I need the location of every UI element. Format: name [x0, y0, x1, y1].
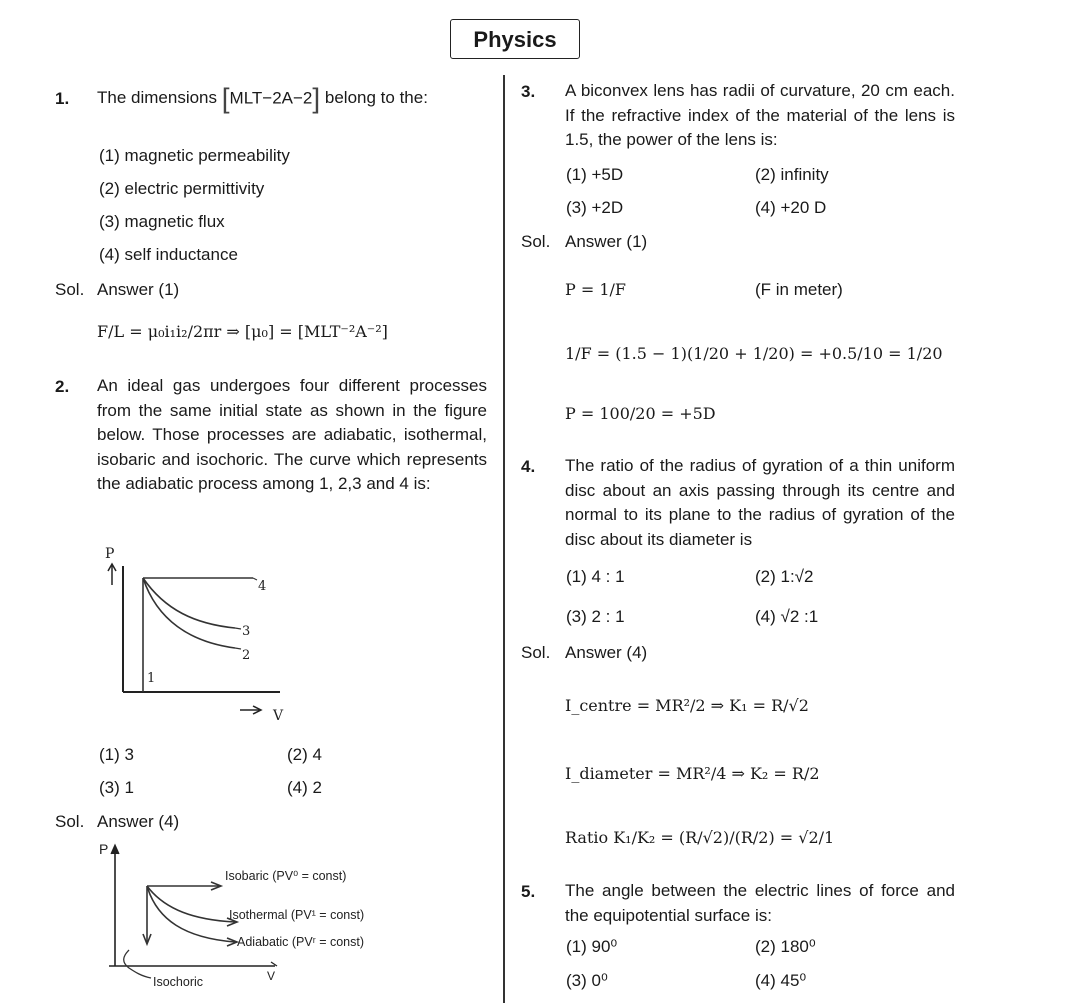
q2-sol-label: Sol.	[55, 812, 85, 831]
q1-option-2: (2) electric permittivity	[99, 179, 265, 198]
q2-fig-label-1: 1	[147, 671, 156, 686]
q5-option-3: (3) 0⁰	[566, 971, 608, 990]
q3-number: 3.	[521, 82, 536, 101]
q4-option-2: (2) 1:√2	[755, 567, 814, 586]
q4-option-1: (1) 4 : 1	[566, 567, 625, 586]
q2-fig-x-axis: V	[273, 708, 284, 724]
q4-option-3: (3) 2 : 1	[566, 607, 625, 626]
q1-option-3: (3) magnetic flux	[99, 212, 225, 231]
q2-option-1: (1) 3	[99, 745, 134, 764]
column-divider	[503, 75, 505, 1003]
q2-number: 2.	[55, 377, 70, 396]
q2-text: An ideal gas undergoes four different processes from the same initial state as shown in the figure below. Those processes are adiabatic, isothermal, isobaric and isochoric. The curve which represents the adiabatic process among 1, 2,3 and 4 is:	[97, 376, 487, 493]
q2-fig-label-3: 3	[242, 624, 251, 639]
q2-sol-adiabatic-label: Adiabatic (PVʳ = const)	[237, 935, 365, 949]
q5-option-1: (1) 90⁰	[566, 937, 618, 956]
q3-answer: Answer (1)	[565, 232, 648, 251]
q2-sol-fig-y-axis: P	[99, 841, 109, 857]
q3-text: A biconvex lens has radii of curvature, 20 cm each. If the refractive index of the material of the lens is 1.5, the power of the lens is:	[565, 81, 955, 149]
q1-text-before: The dimensions	[97, 88, 218, 107]
q3-sol-label: Sol.	[521, 232, 551, 251]
q2-option-2: (2) 4	[287, 745, 322, 764]
q2-answer: Answer (4)	[97, 812, 180, 831]
q1-stem: The dimensions [MLT−2A−2] belong to the:	[97, 82, 428, 114]
q3-option-4: (4) +20 D	[755, 198, 827, 217]
q2-sol-isobaric-label: Isobaric (PV⁰ = const)	[225, 869, 347, 883]
q1-option-4: (4) self inductance	[99, 245, 238, 264]
q1-answer: Answer (1)	[97, 280, 180, 299]
q3-equation-1: P = 1/F	[565, 280, 627, 299]
q1-dimension-value: MLT−2A−2	[229, 88, 313, 108]
q3-equation-note: (F in meter)	[755, 280, 843, 299]
q1-option-1: (1) magnetic permeability	[99, 146, 290, 165]
q5-option-2: (2) 180⁰	[755, 937, 816, 956]
q4-number: 4.	[521, 457, 536, 476]
q5-option-4: (4) 45⁰	[755, 971, 807, 990]
q2-fig-y-axis: P	[105, 546, 115, 562]
q3-option-2: (2) infinity	[755, 165, 829, 184]
q2-sol-isothermal-label: Isothermal (PV¹ = const)	[229, 908, 365, 922]
q2-fig-label-4: 4	[258, 579, 267, 594]
q1-equation: F/L = μ₀i₁i₂/2πr ⇒ [μ₀] = [MLT⁻²A⁻²]	[97, 322, 388, 341]
q2-sol-isochoric-label: Isochoric	[153, 975, 204, 989]
q1-number: 1.	[55, 89, 70, 108]
q5-number: 5.	[521, 882, 536, 901]
q2-solution-graph	[95, 838, 415, 996]
q3-equation-2: 1/F = (1.5 − 1)(1/20 + 1/20) = +0.5/10 = 1/20	[565, 344, 943, 363]
q1-dimension: [	[221, 82, 230, 114]
page-title: Physics	[450, 19, 580, 59]
q4-sol-label: Sol.	[521, 643, 551, 662]
q2-option-3: (3) 1	[99, 778, 134, 797]
q2-fig-label-2: 2	[242, 648, 251, 663]
q2-sol-fig-x-axis: V	[267, 969, 276, 983]
q4-equation-3: Ratio K₁/K₂ = (R/√2)/(R/2) = √2/1	[565, 828, 835, 847]
q3-option-3: (3) +2D	[566, 198, 624, 217]
q2-option-4: (4) 2	[287, 778, 322, 797]
q3-option-1: (1) +5D	[566, 165, 624, 184]
q1-text-after: belong to the:	[324, 88, 428, 107]
q4-text: The ratio of the radius of gyration of a thin uniform disc about an axis passing through its centre and normal to its plane to the radius of gyration of the disc about its diameter is	[565, 456, 955, 549]
q2-pv-graph	[95, 540, 305, 730]
q4-option-4: (4) √2 :1	[755, 607, 819, 626]
q5-text: The angle between the electric lines of force and the equipotential surface is:	[565, 881, 955, 925]
q4-equation-1: I_centre = MR²/2 ⇒ K₁ = R/√2	[565, 696, 809, 715]
q3-equation-3: P = 100/20 = +5D	[565, 404, 716, 423]
q4-answer: Answer (4)	[565, 643, 648, 662]
q1-sol-label: Sol.	[55, 280, 85, 299]
q4-equation-2: I_diameter = MR²/4 ⇒ K₂ = R/2	[565, 764, 820, 783]
